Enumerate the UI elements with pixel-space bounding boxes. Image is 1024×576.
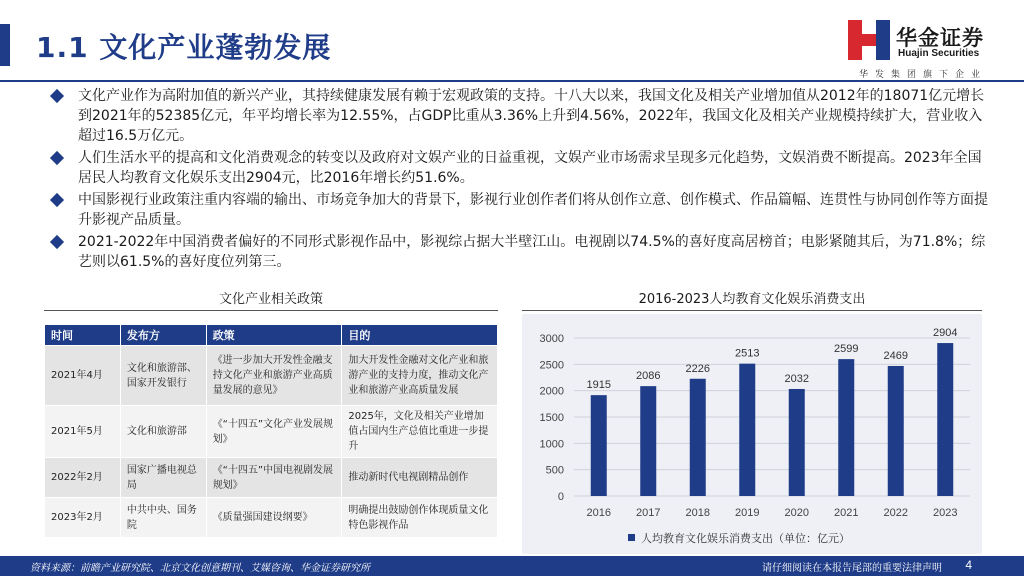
- y-tick-label: 3000: [539, 333, 564, 345]
- bar: [789, 389, 805, 496]
- cell-publisher: 国家广播电视总局: [120, 458, 206, 498]
- logo-subtitle: 华发集团旗下企业: [858, 70, 987, 80]
- policy-table-title: 文化产业相关政策: [218, 292, 323, 307]
- column-header-time: 时间: [45, 325, 121, 346]
- cell-publisher: 文化和旅游部、国家开发银行: [120, 346, 206, 406]
- x-tick-label: 2020: [784, 507, 809, 519]
- bar: [937, 343, 953, 496]
- logo-cn-text: 华金证券: [896, 26, 984, 50]
- x-tick-label: 2023: [933, 507, 958, 519]
- bar: [591, 395, 607, 496]
- y-tick-label: 500: [545, 464, 564, 477]
- footer-disclaimer: 请仔细阅读在本报告尾部的重要法律声明: [762, 563, 942, 574]
- bullet-text: 2021-2022年中国消费者偏好的不同形式影视作品中，影视综占据大半壁江山。电视剧以74.5%的喜好度高居榜首；电影紧随其后，为71.8%；综艺则以61.5%的喜好度位列第三。: [78, 234, 986, 270]
- page-number: 4: [965, 558, 972, 572]
- diamond-bullet-icon: [50, 235, 64, 249]
- y-tick-label: 0: [557, 491, 564, 503]
- page-title: 1.1 文化产业蓬勃发展: [36, 31, 332, 64]
- cell-time: 2022年2月: [45, 458, 121, 498]
- cell-purpose: 2025年，文化及相关产业增加值占国内生产总值比重进一步提升: [342, 406, 498, 458]
- chart-title: 2016-2023人均教育文化娱乐消费支出: [638, 292, 866, 307]
- bullet-text: 中国影视行业政策注重内容端的输出、市场竞争加大的背景下，影视行业创作者们将从创作立意、创作模式、作品篇幅、连贯性与协同创作等方面提升影视产品质量。: [78, 192, 988, 228]
- bar-chart: [522, 314, 982, 554]
- x-tick-label: 2017: [636, 507, 661, 519]
- logo-en-text: Huajin Securities: [898, 48, 980, 59]
- policy-table: [44, 324, 498, 538]
- legend-label: 人均教育文化娱乐消费支出（单位：亿元）: [641, 532, 850, 545]
- cell-publisher: 中共中央、国务院: [120, 498, 206, 538]
- y-tick-label: 2500: [539, 359, 564, 372]
- cell-purpose: 推动新时代电视剧精品创作: [342, 458, 498, 498]
- cell-time: 2023年2月: [45, 498, 121, 538]
- column-header-policy: 政策: [206, 325, 342, 346]
- data-label: 2086: [636, 370, 661, 383]
- company-logo: [848, 20, 998, 80]
- footer-source: 资料来源：前瞻产业研究院、北京文化创意期刊、艾媒咨询、华金证券研究所: [30, 563, 370, 574]
- data-label: 2032: [784, 372, 809, 385]
- data-label: 2513: [735, 347, 760, 360]
- cell-time: 2021年5月: [45, 406, 121, 458]
- data-label: 1915: [586, 379, 611, 392]
- table-row: [45, 346, 498, 406]
- bullet-item: [48, 148, 988, 188]
- chart-divider: [522, 310, 982, 311]
- data-label: 2469: [883, 349, 908, 362]
- cell-publisher: 文化和旅游部: [120, 406, 206, 458]
- data-label: 2599: [834, 343, 859, 356]
- bullet-text: 人们生活水平的提高和文化消费观念的转变以及政府对文娱产业的日益重视，文娱产业市场需求呈现多元化趋势，文娱消费不断提高。2023年全国居民人均教育文化娱乐支出2904元，比2016年增长约51.6%。: [78, 150, 982, 186]
- bullet-item: [48, 190, 988, 230]
- y-tick-label: 2000: [539, 385, 564, 398]
- x-tick-label: 2022: [883, 507, 908, 519]
- cell-policy: 《质量强国建设纲要》: [206, 498, 342, 538]
- legend-swatch: [628, 534, 635, 541]
- table-row: [45, 498, 498, 538]
- bullet-list: [48, 86, 988, 274]
- table-row: [45, 406, 498, 458]
- title-accent-bar: [0, 24, 10, 66]
- huajin-logo-icon: [848, 20, 890, 60]
- bullet-item: [48, 232, 988, 272]
- bullet-item: [48, 86, 988, 146]
- cell-purpose: 加大开发性金融对文化产业和旅游产业的支持力度，推动文化产业和旅游产业高质量发展: [342, 346, 498, 406]
- cell-time: 2021年4月: [45, 346, 121, 406]
- cell-policy: 《进一步加大开发性金融支持文化产业和旅游产业高质量发展的意见》: [206, 346, 342, 406]
- policy-table-divider: [44, 310, 498, 311]
- data-label: 2904: [933, 327, 958, 340]
- bar: [690, 379, 706, 496]
- chart-panel: [522, 314, 982, 554]
- cell-policy: 《“十四五”文化产业发展规划》: [206, 406, 342, 458]
- header-divider: [0, 80, 1024, 82]
- x-tick-label: 2018: [685, 507, 710, 519]
- cell-policy: 《“十四五”中国电视剧发展规划》: [206, 458, 342, 498]
- bar: [838, 359, 854, 496]
- cell-purpose: 明确提出鼓励创作体现质量文化特色影视作品: [342, 498, 498, 538]
- x-tick-label: 2021: [834, 507, 859, 519]
- y-tick-label: 1000: [539, 438, 564, 451]
- bullet-text: 文化产业作为高附加值的新兴产业，其持续健康发展有赖于宏观政策的支持。十八大以来，我国文化及相关产业增加值从2012年的18071亿元增长到2021年的52385亿元，年平均增长率为12.55%，占GDP比重从3.36%上升到4.56%，2022年，我国文化及相关产业规模持续扩大，营业收入超过16.5万亿元。: [78, 88, 985, 144]
- column-header-publisher: 发布方: [120, 325, 206, 346]
- bar: [888, 366, 904, 496]
- diamond-bullet-icon: [50, 89, 64, 103]
- diamond-bullet-icon: [50, 151, 64, 165]
- table-row: [45, 458, 498, 498]
- x-tick-label: 2019: [735, 507, 760, 519]
- footer-bar: [0, 556, 1024, 576]
- x-tick-label: 2016: [586, 507, 611, 519]
- y-tick-label: 1500: [539, 412, 564, 424]
- bar: [739, 364, 755, 496]
- data-label: 2226: [685, 362, 710, 375]
- bar: [640, 386, 656, 496]
- diamond-bullet-icon: [50, 193, 64, 207]
- column-header-purpose: 目的: [342, 325, 498, 346]
- table-header-row: [45, 325, 498, 346]
